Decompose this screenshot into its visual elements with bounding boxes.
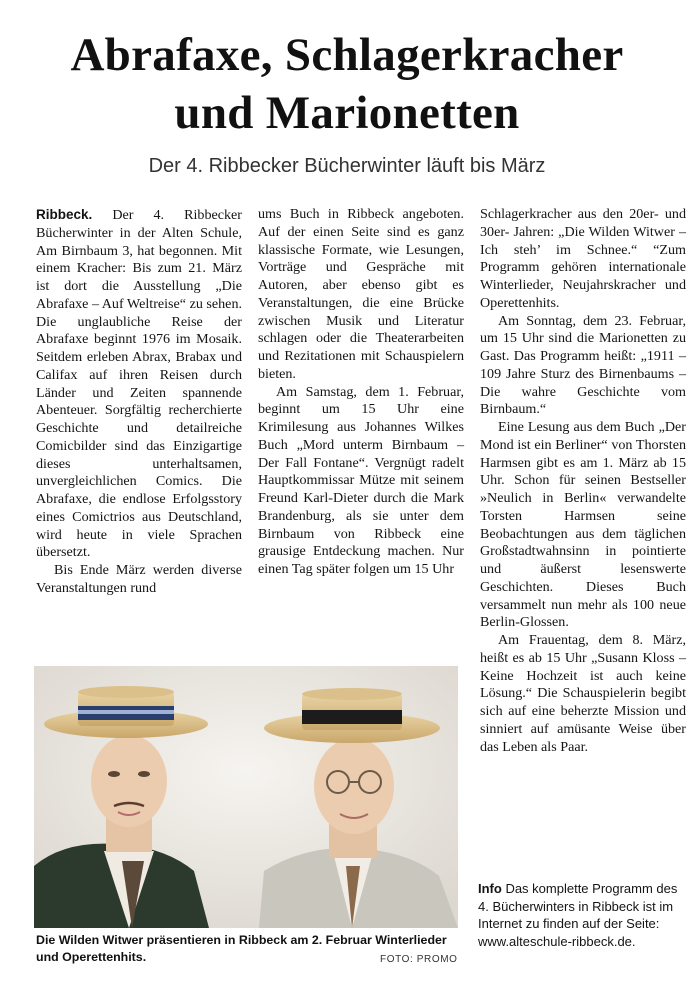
headline-line-2: und Marionetten [174, 87, 520, 139]
info-text: Das komplette Programm des 4. Bücherwinters in Ribbeck ist im Internet zu finden auf der Seite: www.alteschule-ribbeck.de. [478, 881, 678, 949]
article-photo [34, 666, 458, 928]
article-column-3 [480, 206, 686, 756]
dateline: Ribbeck. [36, 207, 93, 222]
article-column-2 [258, 206, 464, 579]
info-label: Info [478, 881, 502, 896]
photo-caption: Die Wilden Witwer präsentieren in Ribbeck am 2. Februar Winterlieder und Operettenhits. [36, 933, 447, 964]
column-1-text-1: Der 4. Ribbecker Bücherwinter in der Alten Schule, Am Birnbaum 3, hat begonnen. Mit einem Kracher: Bis zum 21. März ist dort die Ausstellung „Die Abrafaxe – Auf Weltreise“ zu sehen. Die unglaubliche Reise der Abrafaxe beginnt 1976 im Mosaik. Seitdem erleben Abrax, Brabax und Califax auf ihren Reisen durch Länder und Zeiten spannende Abenteuer. Sorgfältig recherchierte Geschichte und detailreiche Comicbilder sind das Einzigartige dieses unterhaltsamen, unvergleichlichen Comics. Die Abrafaxe, die endlose Erfolgsstory eines Comictrios aus Deutschland, wird heute in viele Sprachen übersetzt. [36, 207, 243, 561]
headline-line-1: Abrafaxe, Schlagerkracher [70, 29, 624, 81]
info-box [478, 880, 686, 950]
column-3-paragraph-4: Am Frauentag, dem 8. März, heißt es ab 15 Uhr „Susann Kloss – Keine Hochzeit ist auch keine Lösung.“ Die Schauspielerin begibt sich auf eine beherzte Mission und sinniert auf amüsante Weise über das Leben als Paar. [480, 632, 686, 755]
column-2-paragraph-2: Am Samstag, dem 1. Februar, beginnt um 15 Uhr eine Krimilesung aus Johannes Wilkes Buch „Mord unterm Birnbaum – Der Fall Fontane“. Vergnügt radelt Hauptkommissar Mütze mit seinem Freund Karl-Dieter durch die Mark Brandenburg, als sie unter dem Birnbaum von Ribbeck eine grausige Entdeckung machen. Nur einen Tag später folgen um 15 Uhr [258, 383, 464, 577]
article-column-1 [36, 206, 242, 598]
column-1-paragraph-1 [36, 206, 242, 562]
photo-illustration [34, 666, 458, 928]
subheadline: Der 4. Ribbecker Bücherwinter läuft bis März [148, 155, 546, 177]
column-1-paragraph-2: Bis Ende März werden diverse Veranstaltungen rund [36, 562, 242, 596]
column-3-paragraph-1: Schlagerkracher aus den 20er- und 30er- Jahren: „Die Wilden Witwer – Ich steh’ im Schnee.“ “Zum Programm gehören internationale Winterlieder, Neujahrskracher und Operettenhits. [480, 206, 686, 311]
headline [0, 26, 694, 142]
column-3-paragraph-2: Am Sonntag, dem 23. Februar, um 15 Uhr sind die Marionetten zu Gast. Das Programm heißt: „1911 – 109 Jahre Sturz des Birnenbaums – Die wahre Geschichte vom Birnbaum.“ [480, 312, 686, 418]
column-3-paragraph-3: Eine Lesung aus dem Buch „Der Mond ist ein Berliner“ von Thorsten Harmsen gibt es am 1. März ab 15 Uhr. Schon für seinen Bestseller »Neulich in Berlin« verwandelte Torsten Harmsen seine Beobachtungen aus dem täglichen Großstadtwahnsinn in pointierte und äußerst lesenswerte Geschichten. Dieses Buch versammelt nun mehr als 100 neue Berlin-Glossen. [480, 419, 686, 631]
column-2-paragraph-1: ums Buch in Ribbeck angeboten. Auf der einen Seite sind es ganz klassische Formate, wie Lesungen, Vorträge und Gespräche mit Autoren, aber ebenso gibt es Veranstaltungen, die eine Brücke zwischen Musik und Literatur schlagen oder die Theaterarbeiten und Rezitationen mit Schauspielern bieten. [258, 206, 464, 382]
photo-credit: FOTO: PROMO [380, 954, 458, 965]
